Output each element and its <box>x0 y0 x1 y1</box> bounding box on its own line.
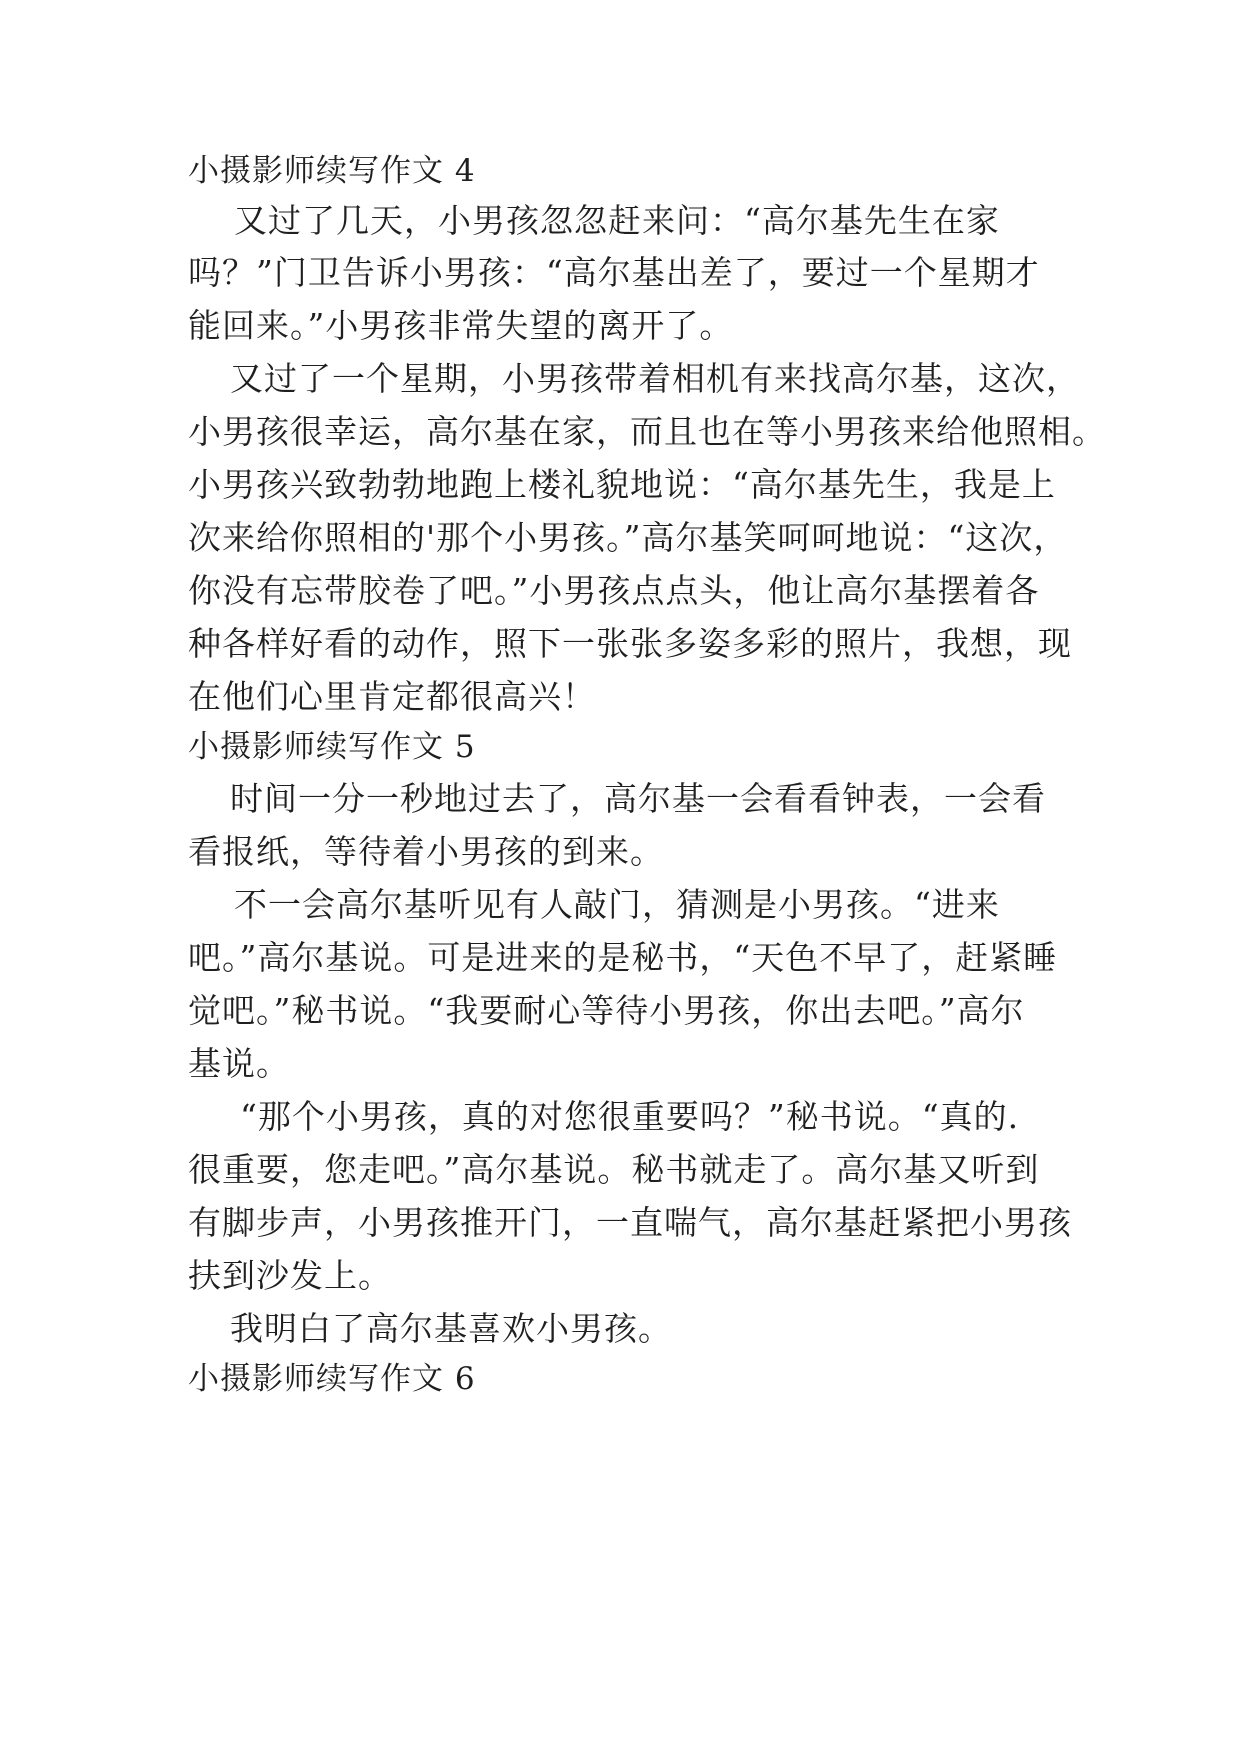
paragraph-line: 我明白了高尔基喜欢小男孩。 <box>230 1309 672 1348</box>
paragraph-line: 有脚步声，小男孩推开门，一直喘气，高尔基赶紧把小男孩 <box>188 1203 1072 1242</box>
paragraph-line: 又过了几天，小男孩忽忽赶来问：“高尔基先生在家 <box>234 201 1000 240</box>
paragraph-line: 能回来。”小男孩非常失望的离开了。 <box>188 306 734 345</box>
paragraph-line: 觉吧。”秘书说。“我要耐心等待小男孩，你出去吧。”高尔 <box>188 991 1025 1030</box>
paragraph-line: 看报纸，等待着小男孩的到来。 <box>188 832 664 871</box>
section-heading-6: 小摄影师续写作文 6 <box>188 1361 476 1397</box>
paragraph-line: 小男孩很幸运，高尔基在家，而且也在等小男孩来给他照相。 <box>188 412 1106 451</box>
paragraph-line: 在他们心里肯定都很高兴！ <box>188 677 596 716</box>
paragraph-line: 又过了一个星期，小男孩带着相机有来找高尔基，这次， <box>230 359 1080 398</box>
paragraph-line: “那个小男孩，真的对您很重要吗？”秘书说。“真的. <box>240 1097 1020 1136</box>
paragraph-line: 你没有忘带胶卷了吧。”小男孩点点头，他让高尔基摆着各 <box>188 571 1040 610</box>
paragraph-line: 种各样好看的动作，照下一张张多姿多彩的照片，我想，现 <box>188 624 1072 663</box>
paragraph-line: 次来给你照相的'那个小男孩。”高尔基笑呵呵地说：“这次， <box>188 518 1068 557</box>
paragraph-line: 时间一分一秒地过去了，高尔基一会看看钟表，一会看 <box>230 779 1046 818</box>
section-heading-4: 小摄影师续写作文 4 <box>188 153 476 189</box>
paragraph-line: 吗？”门卫告诉小男孩：“高尔基出差了，要过一个星期才 <box>188 253 1040 292</box>
section-heading-5: 小摄影师续写作文 5 <box>188 729 476 765</box>
paragraph-line: 很重要，您走吧。”高尔基说。秘书就走了。高尔基又听到 <box>188 1150 1040 1189</box>
paragraph-line: 扶到沙发上。 <box>188 1256 392 1295</box>
paragraph-line: 基说。 <box>188 1044 290 1083</box>
paragraph-line: 不一会高尔基听见有人敲门，猜测是小男孩。“进来 <box>234 885 1000 924</box>
paragraph-line: 吧。”高尔基说。可是进来的是秘书，“天色不早了，赶紧睡 <box>188 938 1058 977</box>
paragraph-line: 小男孩兴致勃勃地跑上楼礼貌地说：“高尔基先生，我是上 <box>188 465 1056 504</box>
